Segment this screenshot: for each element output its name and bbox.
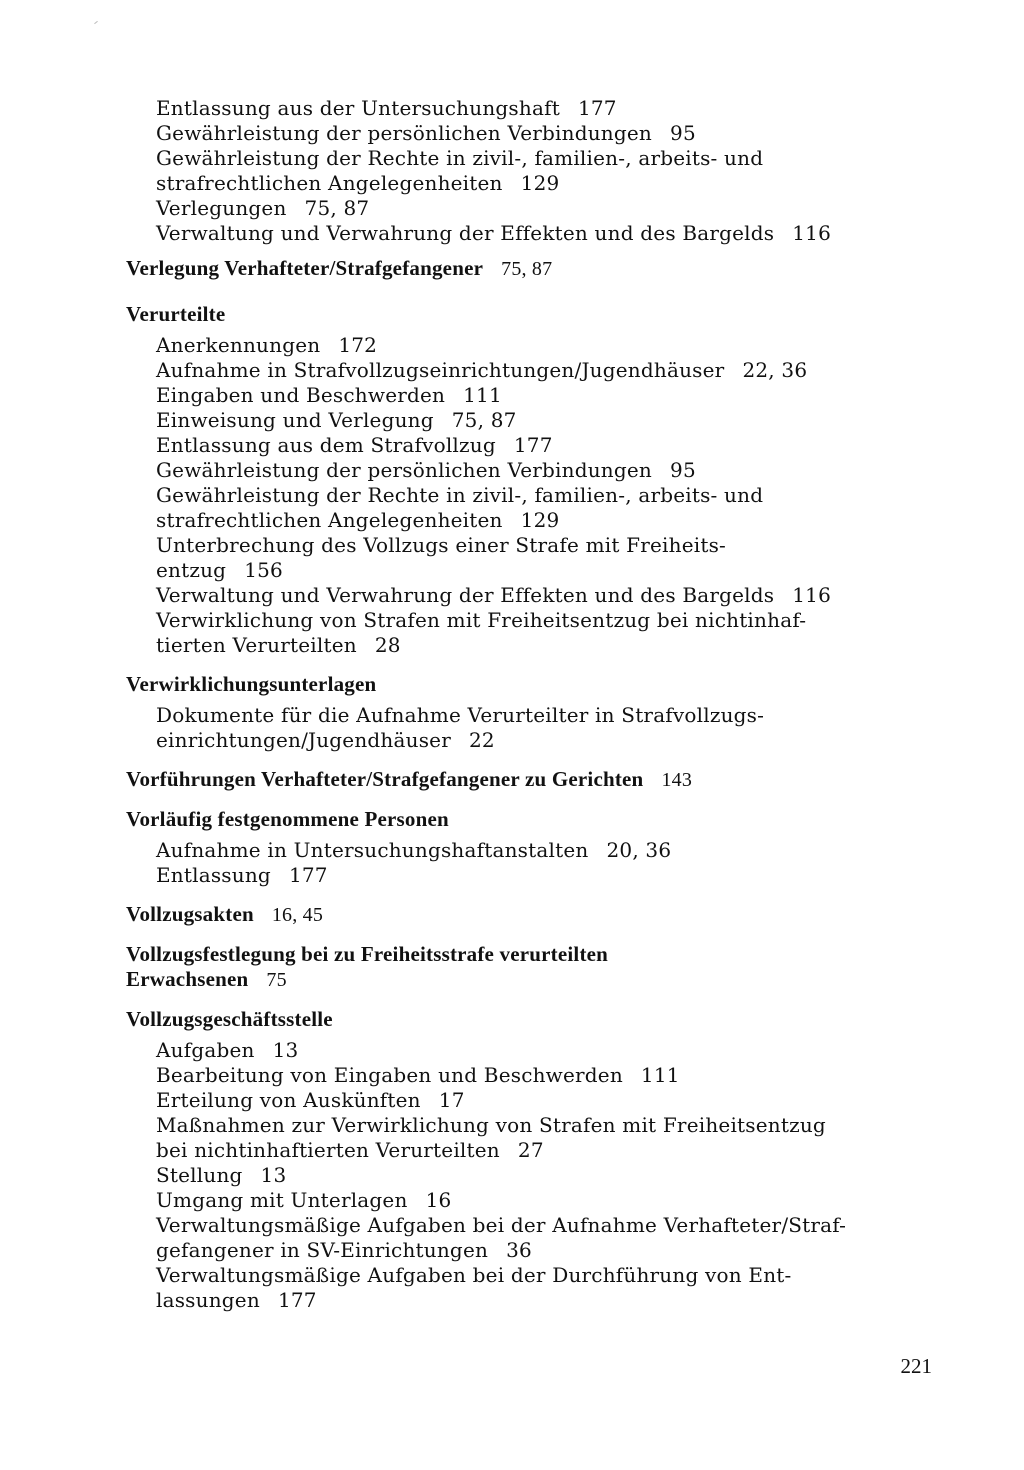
index-heading-verurteilte: Verurteilte — [126, 302, 226, 326]
page-reference: 116 — [792, 583, 832, 607]
index-subentry: strafrechtlichen Angelegenheiten 129 — [156, 171, 560, 195]
index-heading-verlegung: Verlegung Verhafteter/Strafgefangener 75, 87 — [126, 256, 553, 280]
index-subentry: Unterbrechung des Vollzugs einer Strafe mit Freiheits- — [156, 533, 726, 557]
page-reference: 177 — [288, 863, 328, 887]
page-number: 221 — [900, 1354, 932, 1378]
index-subentry: Verwaltung und Verwahrung der Effekten und des Bargelds 116 — [156, 221, 832, 245]
page-reference: 129 — [520, 508, 560, 532]
page-reference: 95 — [670, 121, 696, 145]
index-subentry: Aufgaben 13 — [156, 1038, 299, 1062]
index-subentry: Gewährleistung der persönlichen Verbindungen 95 — [156, 458, 696, 482]
index-subentry: tierten Verurteilten 28 — [156, 633, 401, 657]
page-reference: 16, 45 — [271, 904, 324, 926]
index-subentry: Entlassung aus der Untersuchungshaft 177 — [156, 96, 617, 120]
page-reference: 177 — [513, 433, 553, 457]
page-reference: 111 — [463, 383, 502, 407]
page-reference: 13 — [260, 1163, 287, 1187]
index-subentry: Verwaltungsmäßige Aufgaben bei der Aufnahme Verhafteter/Straf- — [156, 1213, 847, 1237]
index-heading-vollzugsgeschaeftsstelle: Vollzugsgeschäftsstelle — [126, 1007, 333, 1031]
page-reference: 22 — [468, 728, 495, 752]
index-subentry: Gewährleistung der persönlichen Verbindungen 95 — [156, 121, 696, 145]
page-reference: 27 — [517, 1138, 544, 1162]
index-heading-vollzugsakten: Vollzugsakten 16, 45 — [126, 902, 324, 926]
index-heading-vorlaeufig: Vorläufig festgenommene Personen — [126, 807, 449, 831]
page-reference: 111 — [640, 1063, 680, 1087]
index-subentry: bei nichtinhaftierten Verurteilten 27 — [156, 1138, 544, 1162]
scan-speck — [94, 21, 98, 24]
index-subentry: Verlegungen 75, 87 — [156, 196, 370, 220]
index-subentry: Verwirklichung von Strafen mit Freiheitsentzug bei nichtinhaf- — [156, 608, 807, 632]
index-subentry: Verwaltung und Verwahrung der Effekten und des Bargelds 116 — [156, 583, 832, 607]
page-reference: 75 — [266, 969, 287, 991]
page-reference: 17 — [438, 1088, 465, 1112]
page-reference: 16 — [425, 1188, 452, 1212]
index-subentry: Verwaltungsmäßige Aufgaben bei der Durchführung von Ent- — [156, 1263, 792, 1287]
index-subentry: Stellung 13 — [156, 1163, 287, 1187]
index-subentry: einrichtungen/Jugendhäuser 22 — [156, 728, 495, 752]
index-subentry: Einweisung und Verlegung 75, 87 — [156, 408, 517, 432]
page-reference: 177 — [577, 96, 617, 120]
index-subentry: lassungen 177 — [156, 1288, 317, 1312]
index-subentry: Maßnahmen zur Verwirklichung von Strafen mit Freiheitsentzug — [156, 1113, 826, 1137]
index-heading-verwirklichungsunterlagen: Verwirklichungsunterlagen — [126, 672, 377, 696]
index-subentry: entzug 156 — [156, 558, 283, 582]
page-reference: 22, 36 — [742, 358, 808, 382]
page-reference: 13 — [272, 1038, 299, 1062]
continued-entry-list — [126, 96, 906, 246]
index-subentry: Eingaben und Beschwerden 111 — [156, 383, 502, 407]
index-subentry: Erteilung von Auskünften 17 — [156, 1088, 465, 1112]
page-reference: 20, 36 — [606, 838, 672, 862]
index-subentry: Gewährleistung der Rechte in zivil-, familien-, arbeits- und — [156, 483, 764, 507]
index-subentry: Anerkennungen 172 — [156, 333, 378, 357]
page-reference: 28 — [374, 633, 401, 657]
index-subentry: Dokumente für die Aufnahme Verurteilter in Strafvollzugs- — [156, 703, 765, 727]
index-subentry: Umgang mit Unterlagen 16 — [156, 1188, 452, 1212]
index-subentry: strafrechtlichen Angelegenheiten 129 — [156, 508, 560, 532]
index-subentry: gefangener in SV-Einrichtungen 36 — [156, 1238, 532, 1262]
index-heading-vollzugsfestlegung-cont: Erwachsenen 75 — [126, 967, 287, 991]
page-reference: 156 — [244, 558, 283, 582]
index-subentry: Entlassung aus dem Strafvollzug 177 — [156, 433, 553, 457]
page-reference: 172 — [338, 333, 378, 357]
index-heading-vollzugsfestlegung: Vollzugsfestlegung bei zu Freiheitsstrafe verurteilten — [126, 942, 609, 966]
page-reference: 75, 87 — [451, 408, 517, 432]
page-reference: 116 — [792, 221, 832, 245]
page-reference: 177 — [277, 1288, 317, 1312]
index-subentry: Aufnahme in Strafvollzugseinrichtungen/Jugendhäuser 22, 36 — [156, 358, 808, 382]
page-reference: 129 — [520, 171, 560, 195]
index-subentry: Gewährleistung der Rechte in zivil-, familien-, arbeits- und — [156, 146, 764, 170]
page-reference: 95 — [670, 458, 696, 482]
index-heading-vorfuehrungen: Vorführungen Verhafteter/Strafgefangener zu Gerichten 143 — [126, 767, 693, 791]
index-subentry: Entlassung 177 — [156, 863, 328, 887]
page-reference: 36 — [506, 1238, 532, 1262]
page-reference: 75, 87 — [501, 258, 553, 280]
page-reference: 143 — [661, 769, 693, 791]
index-column — [126, 96, 906, 1313]
page-reference: 75, 87 — [304, 196, 370, 220]
index-subentry: Aufnahme in Untersuchungshaftanstalten 20, 36 — [156, 838, 672, 862]
index-subentry: Bearbeitung von Eingaben und Beschwerden 111 — [156, 1063, 680, 1087]
